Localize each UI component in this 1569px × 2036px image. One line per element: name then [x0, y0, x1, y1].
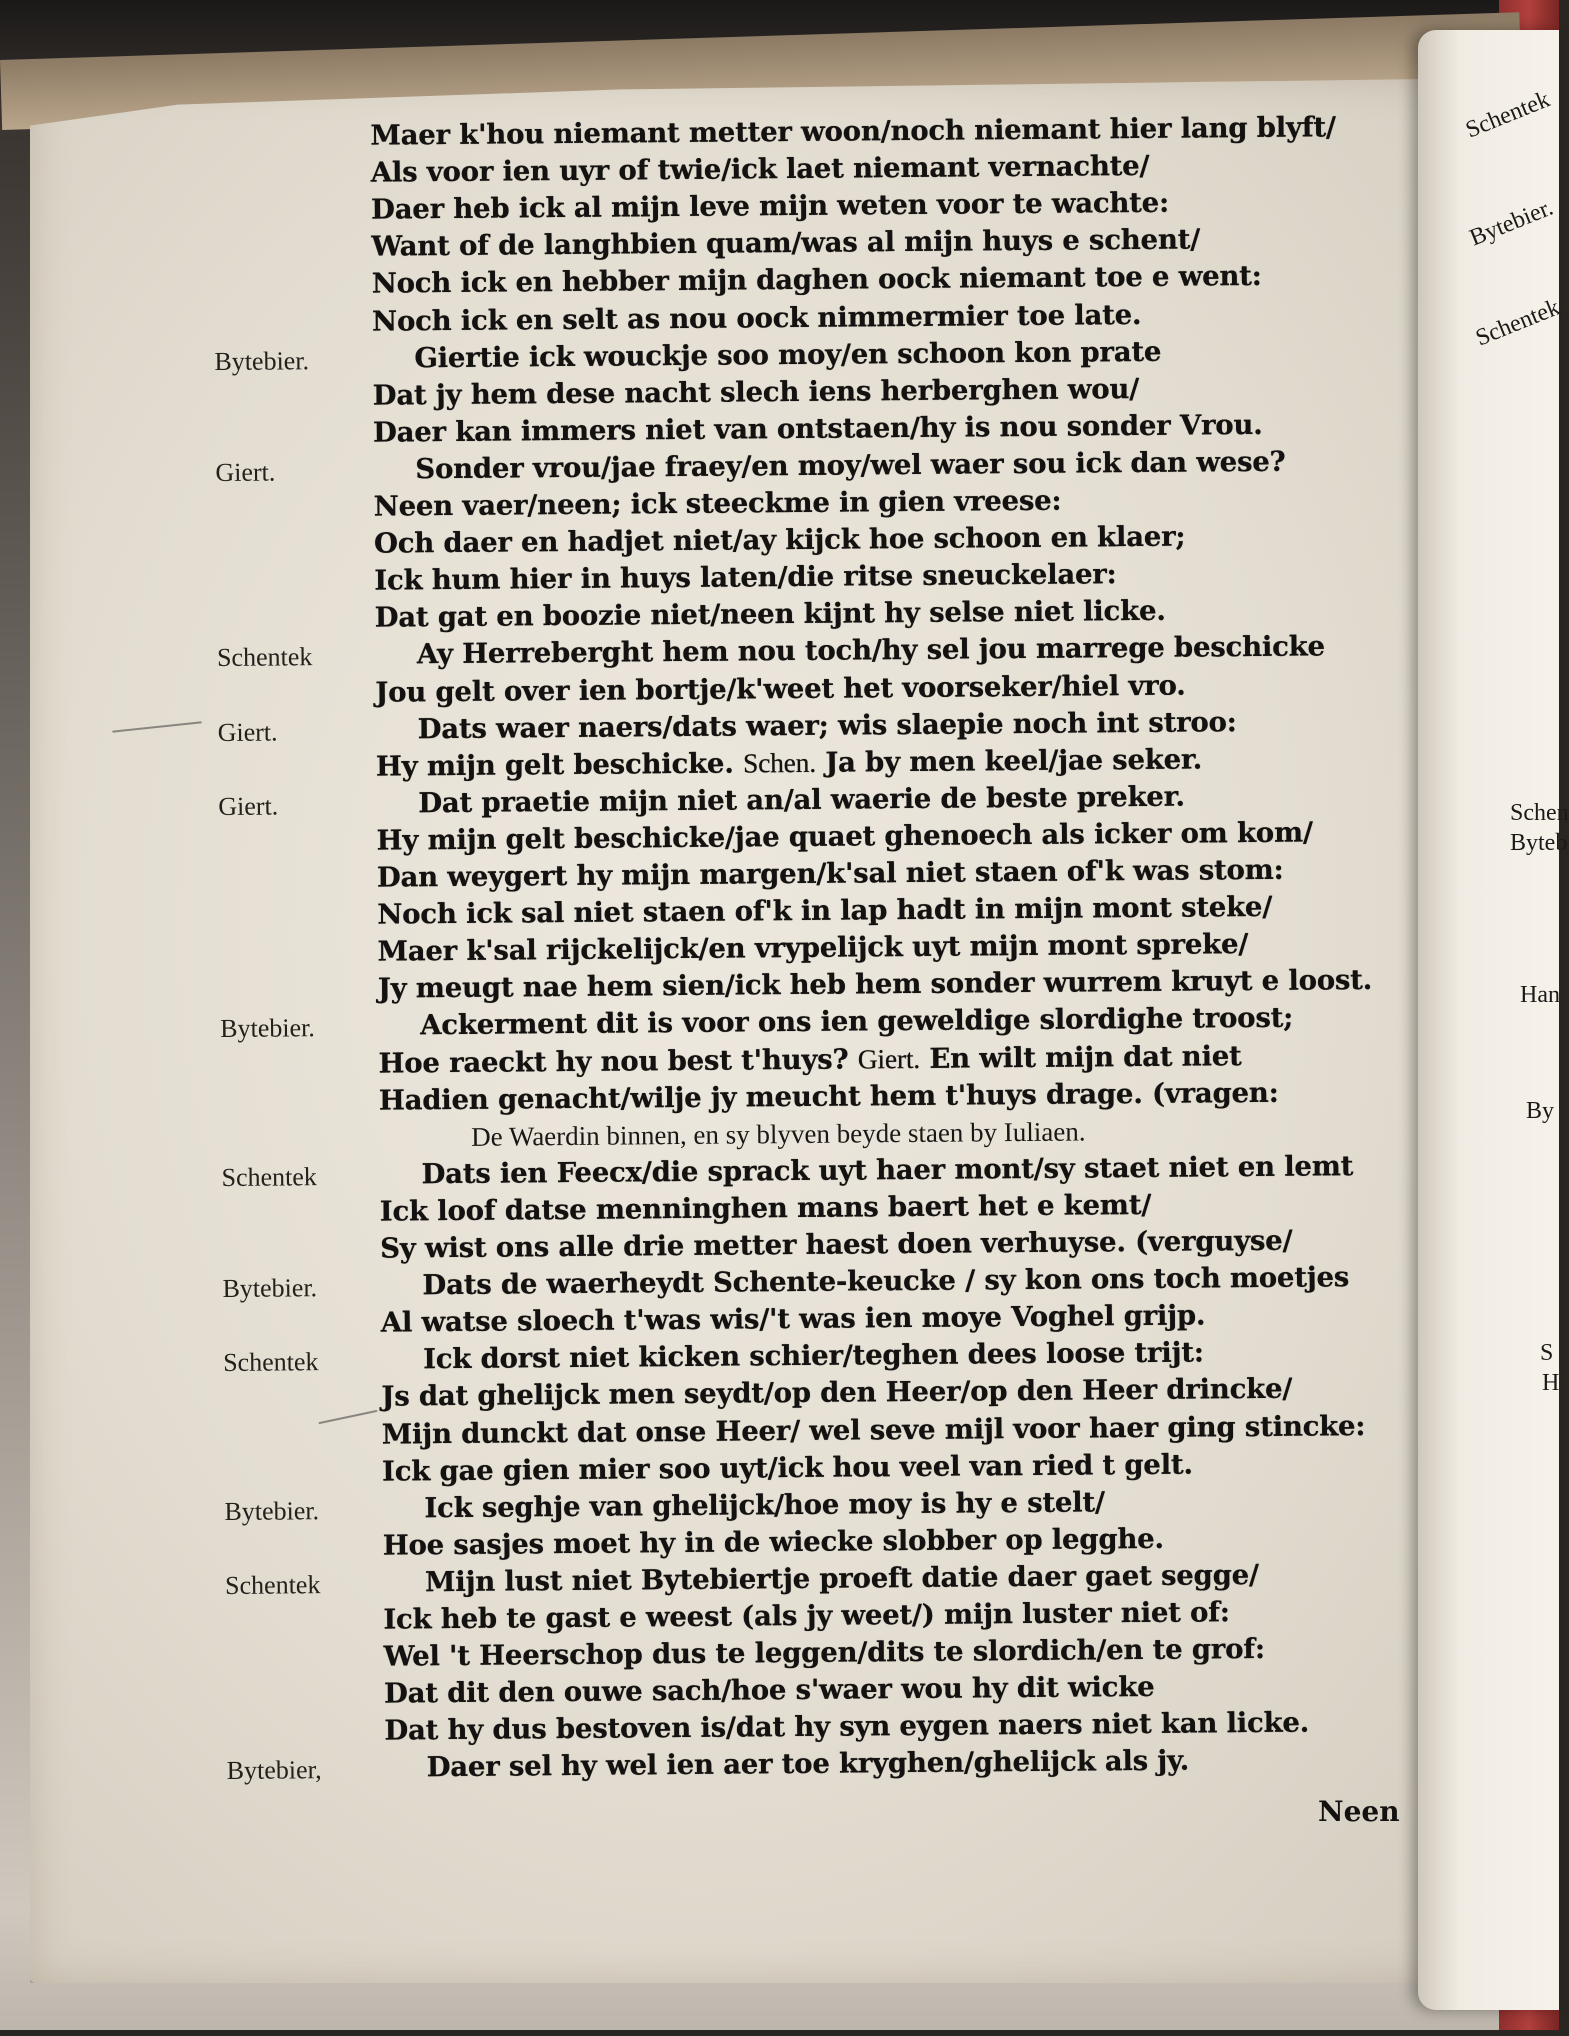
verse-line: Mijn lust niet Bytebiertje proeft datie daer gaet segge/: [424, 1558, 1259, 1599]
verse-line: Dats ien Feecx/die sprack uyt haer mont/sy staet niet en lemt: [421, 1149, 1354, 1191]
speaker-label: Giert.: [218, 791, 279, 821]
stage-direction: De Waerdin binnen, en sy blyven beyde staen by Iuliaen.: [471, 1116, 1086, 1152]
verse-line: Ick gae gien mier soo uyt/ick hou veel van ried t gelt.: [381, 1448, 1193, 1488]
verse-line: [376, 741, 1202, 784]
verse-line: Dat gat en boozie niet/neen kijnt hy selse niet licke.: [374, 595, 1166, 634]
verse-line: Neen vaer/neen; ick steeckme in gien vreese:: [373, 484, 1062, 523]
verse-fragment: Hoe raeckt hy nou best t'huys?: [378, 1042, 858, 1080]
speaker-label: Bytebier.: [220, 1013, 315, 1044]
speaker-label: Giert.: [217, 717, 278, 747]
verse-line: Giertie ick wouckje soo moy/en schoon kon prate: [414, 335, 1162, 374]
speaker-label: Giert.: [215, 457, 276, 487]
speaker-label: Schentek: [223, 1347, 319, 1378]
verse-line: Daer sel hy wel ien aer toe kryghen/ghelijck als jy.: [426, 1744, 1190, 1784]
verse-line: Ick dorst niet kicken schier/teghen dees loose trijt:: [422, 1336, 1204, 1376]
verse-line: Noch ick en hebber mijn daghen oock niemant toe e went:: [371, 260, 1262, 301]
verse-line: Jou gelt over ien bortje/k'weet het voorseker/hiel vro.: [375, 669, 1186, 709]
facing-speaker-label: Schentek: [1462, 86, 1554, 144]
inline-speaker: Giert.: [857, 1042, 921, 1074]
facing-speaker-label: Byteb: [1510, 830, 1568, 856]
verse-line: Ay Herreberght hem nou toch/hy sel jou marrege beschicke: [416, 630, 1326, 671]
verse-line: Al watse sloech t'was wis/'t was ien moye Voghel grijp.: [380, 1299, 1206, 1339]
verse-line: Ick seghje van ghelijck/hoe moy is hy e stelt/: [424, 1486, 1105, 1524]
verse-line: Dats waer naers/dats waer; wis slaepie noch int stroo:: [417, 705, 1237, 745]
verse-line: Mijn dunckt dat onse Heer/ wel seve mijl voor haer ging stincke:: [381, 1409, 1366, 1451]
facing-speaker-label: H: [1542, 1370, 1560, 1396]
verse-line: Daer heb ick al mijn leve mijn weten voor te wachte:: [370, 186, 1170, 226]
speaker-label: Bytebier,: [226, 1755, 322, 1786]
verse-line: Ick loof datse menninghen mans baert het e kemt/: [379, 1188, 1152, 1228]
speaker-label: Schentek: [224, 1570, 321, 1600]
verse-line: Sonder vrou/jae fraey/en moy/wel waer sou ick dan wese?: [415, 445, 1286, 486]
verse-line: Maer k'sal rijckelijck/en vrypelijck uyt mijn mont spreke/: [377, 928, 1249, 968]
speaker-label: Bytebier.: [224, 1495, 320, 1526]
verse-line: Dan weygert hy mijn margen/k'sal niet staen of'k was stom:: [376, 853, 1284, 894]
verse-line: Dat praetie mijn niet an/al waerie de beste preker.: [418, 780, 1185, 820]
catchword: Neen: [1318, 1795, 1400, 1828]
verse-line: Want of de langhbien quam/was al mijn huys e schent/: [371, 223, 1201, 263]
facing-speaker-label: S: [1540, 1340, 1554, 1366]
verse-line: Och daer en hadjet niet/ay kijck hoe schoon en klaer;: [373, 520, 1186, 560]
verse-line: Dat dit den ouwe sach/hoe s'waer wou hy dit wicke: [383, 1671, 1155, 1710]
verse-fragment: En wilt mijn dat niet: [919, 1039, 1242, 1075]
verse-line: Hy mijn gelt beschicke/jae quaet ghenoech als icker om kom/: [376, 816, 1313, 857]
verse-line: Noch ick en selt as nou oock nimmermier toe late.: [371, 298, 1142, 338]
verse-line: Dat hy dus bestoven is/dat hy syn eygen naers niet kan licke.: [384, 1706, 1310, 1747]
verse-fragment: Hy mijn gelt beschicke.: [375, 747, 744, 783]
speaker-label: Schentek: [216, 642, 313, 673]
verse-line: Dat jy hem dese nacht slech iens herberghen wou/: [372, 372, 1140, 412]
verse-line: [378, 1038, 1241, 1082]
verse-line: Sy wist ons alle drie metter haest doen verhuyse. (verguyse/: [380, 1224, 1293, 1265]
verse-line: Ick heb te gast e weest (als jy weet/) mijn luster niet of:: [383, 1596, 1230, 1636]
verse-line: Maer k'hou niemant metter woon/noch niemant hier lang blyft/: [370, 111, 1336, 152]
verse-line: Als voor ien uyr of twie/ick laet niemant vernachte/: [370, 149, 1150, 189]
verse-line: Ick hum hier in huys laten/die ritse sneuckelaer:: [374, 558, 1117, 597]
verse-line: Hoe sasjes moet hy in de wiecke slobber op legghe.: [382, 1522, 1164, 1562]
verse-fragment: Ja by men keel/jae seker.: [815, 743, 1203, 779]
facing-speaker-label: By: [1526, 1098, 1555, 1124]
speaker-label: Bytebier.: [214, 345, 310, 376]
verse-line: Dats de waerheydt Schente-keucke / sy kon ons toch moetjes: [422, 1261, 1350, 1302]
speaker-label: Bytebier.: [222, 1273, 318, 1304]
facing-speaker-label: Bytebier.: [1466, 194, 1557, 252]
facing-speaker-label: Han: [1520, 982, 1560, 1008]
verse-line: Daer kan immers niet van ontstaen/hy is nou sonder Vrou.: [372, 408, 1263, 449]
facing-speaker-label: Schen: [1510, 800, 1569, 826]
verse-line: Jy meugt nae hem sien/ick heb hem sonder wurrem kruyt e loost.: [377, 964, 1373, 1005]
verse-line: Noch ick sal niet staen of'k in lap hadt in mijn mont steke/: [377, 890, 1273, 931]
verse-line: Ackerment dit is voor ons ien geweldige slordighe troost;: [420, 1002, 1294, 1042]
verse-line: Wel 't Heerschop dus te leggen/dits te slordich/en te grof:: [383, 1633, 1265, 1673]
verse-line: Js dat ghelijck men seydt/op den Heer/op den Heer drincke/: [381, 1373, 1293, 1414]
facing-speaker-label: Schentek: [1472, 294, 1564, 352]
verse-line: Hadien genacht/wilje jy meucht hem t'huys drage. (vragen:: [378, 1076, 1279, 1117]
inline-speaker: Schen.: [742, 746, 817, 779]
speaker-label: Schentek: [221, 1161, 317, 1192]
